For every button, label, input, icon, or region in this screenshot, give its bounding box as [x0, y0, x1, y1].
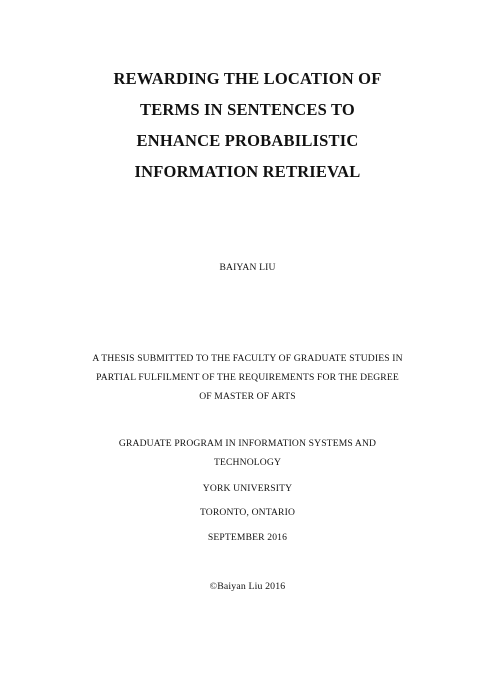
thesis-title: REWARDING THE LOCATION OF TERMS IN SENTENCES TO ENHANCE PROBABILISTIC INFORMATION RETRIEVAL	[113, 69, 382, 181]
city-location: TORONTO, ONTARIO	[199, 507, 296, 518]
submission-date: SEPTEMBER 2016	[207, 532, 288, 543]
copyright-notice: ©Baiyan Liu 2016	[209, 581, 286, 592]
thesis-statement: A THESIS SUBMITTED TO THE FACULTY OF GRADUATE STUDIES IN PARTIAL FULFILMENT OF THE REQUIREMENTS FOR THE DEGREE OF MASTER OF ARTS	[92, 353, 403, 402]
author-name: BAIYAN LIU	[219, 262, 276, 273]
graduate-program: GRADUATE PROGRAM IN INFORMATION SYSTEMS AND TECHNOLOGY	[118, 438, 377, 468]
university-name: YORK UNIVERSITY	[202, 483, 293, 494]
